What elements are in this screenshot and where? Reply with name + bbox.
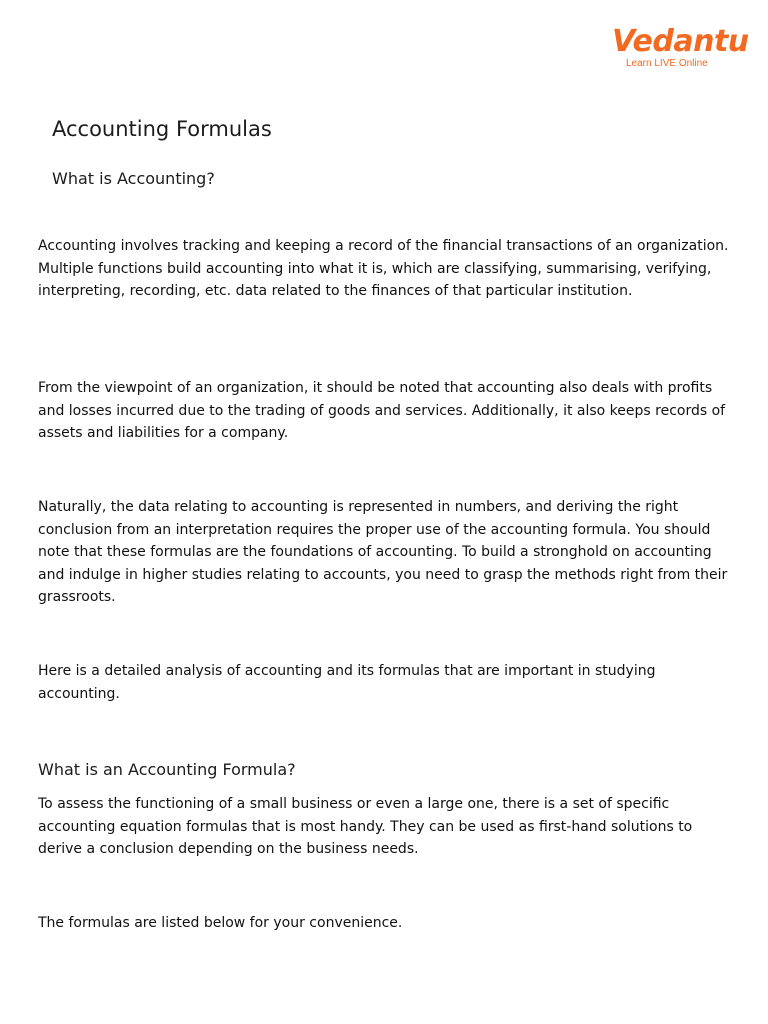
section-heading-what-is-accounting-formula: What is an Accounting Formula?: [38, 760, 296, 779]
paragraph-organization-viewpoint: From the viewpoint of an organization, it should be noted that accounting also deals with profits and losses incurred due to the trading of goods and services. Additionally, it also keeps records of assets and liabilities for a company.: [38, 380, 726, 441]
paragraph-detailed-analysis: Here is a detailed analysis of accounting and its formulas that are important in studying accounting.: [38, 663, 656, 702]
brand-name: Vedantu: [612, 24, 749, 59]
section-heading-what-is-accounting: What is Accounting?: [52, 169, 215, 188]
brand-tagline: Learn LIVE Online: [626, 58, 708, 69]
paragraph-formula-purpose: To assess the functioning of a small business or even a large one, there is a set of specific accounting equation formulas that is most handy. They can be used as first-hand solutions to derive a conclusion depending on the business needs.: [38, 796, 693, 857]
page-title: Accounting Formulas: [52, 117, 272, 141]
paragraph-formulas-listed: The formulas are listed below for your convenience.: [38, 915, 403, 931]
paragraph-accounting-definition: Accounting involves tracking and keeping a record of the financial transactions of an organization. Multiple functions build accounting into what it is, which are classifying, summarising, verifying, interpreting, recording, etc. data related to the finances of that particular institution.: [38, 238, 729, 299]
brand-logo: [612, 22, 749, 74]
paragraph-accounting-numbers: Naturally, the data relating to accounting is represented in numbers, and deriving the right conclusion from an interpretation requires the proper use of the accounting formula. You should note that these formulas are the foundations of accounting. To build a stronghold on accounting and indulge in higher studies relating to accounts, you need to grasp the methods right from their grassroots.: [38, 499, 728, 605]
